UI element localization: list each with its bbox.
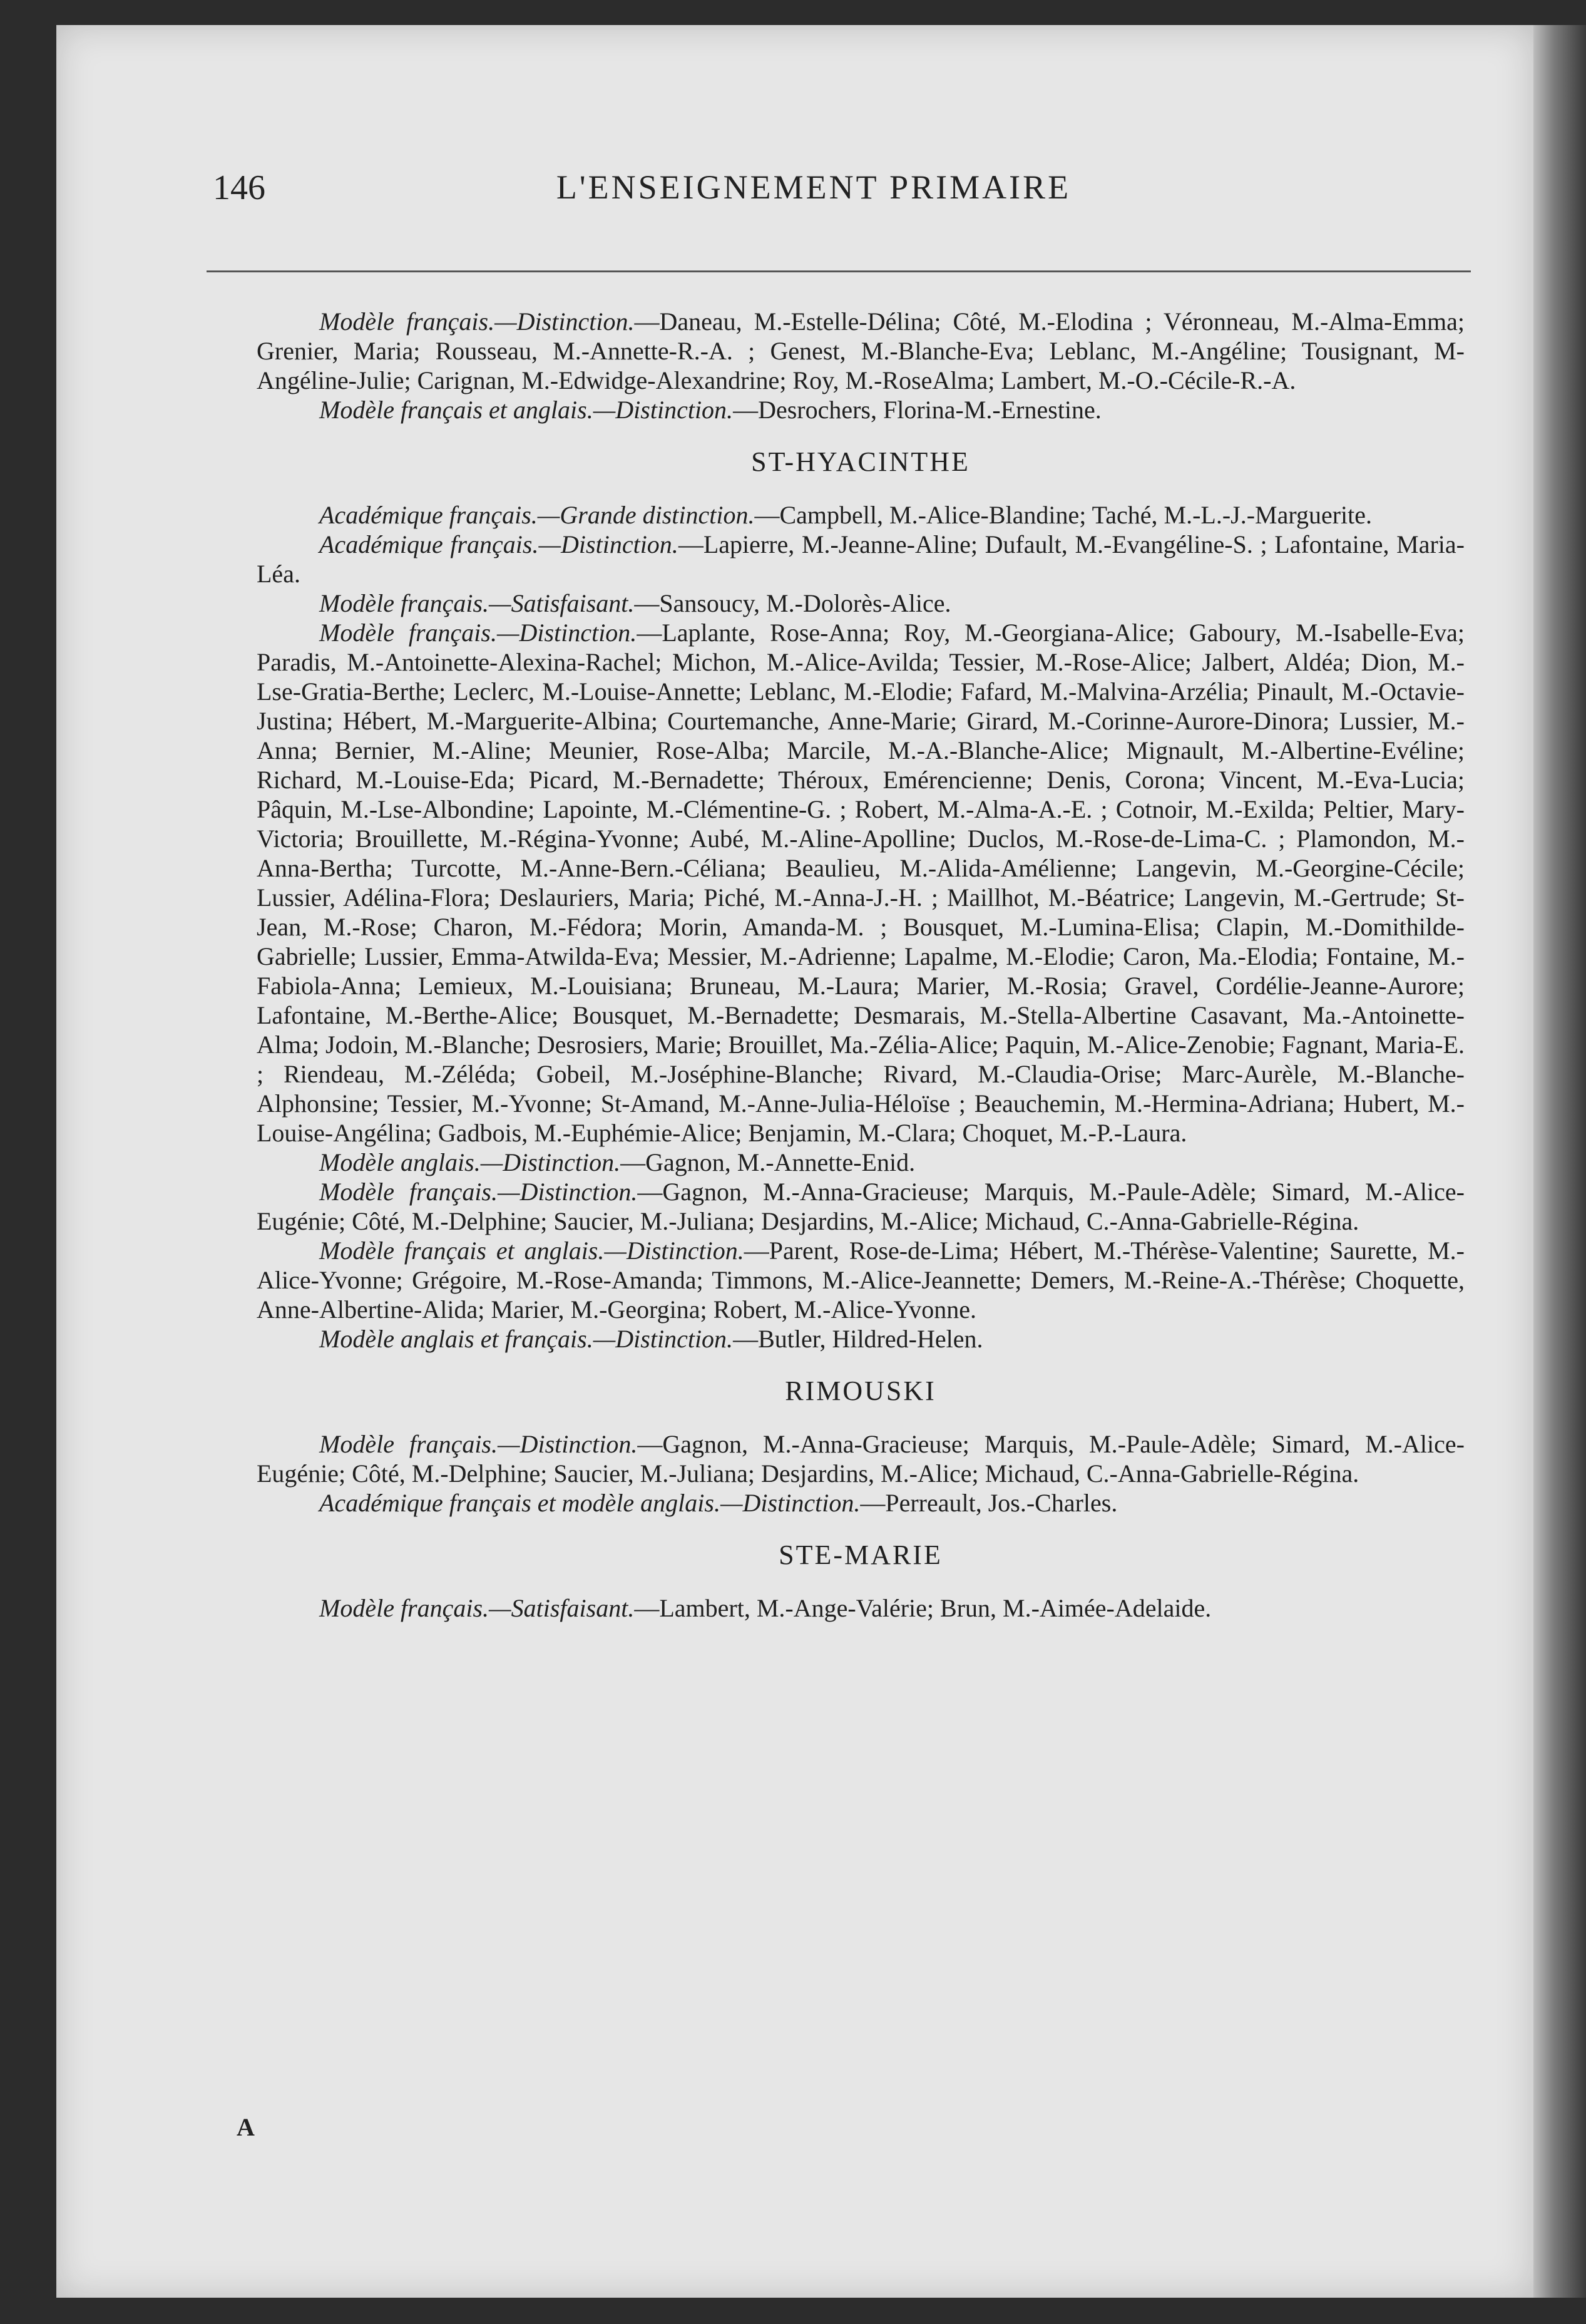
award-category: Académique français.—Grande distinction.	[319, 501, 755, 529]
award-paragraph	[257, 1429, 1465, 1488]
award-paragraph	[257, 395, 1465, 424]
award-names: —Laplante, Rose-Anna; Roy, M.-Georgiana-Alice; Gaboury, M.-Isabelle-Eva; Paradis, M.-Antoinette-Alexina-Rachel; Michon, M.-Alice-Avilda; Tessier, M.-Rose-Alice; Jalbert, Aldéa; Dion, M.-Lse-Gratia-Berthe; Leclerc, M.-Louise-Annette; Leblanc, M.-Elodie; Fafard, M.-Malvina-Arzélia; Pinault, M.-Octavie-Justina; Hébert, M.-Marguerite-Albina; Courtemanche, Anne-Marie; Girard, M.-Corinne-Aurore-Dinora; Lussier, M.-Anna; Bernier, M.-Aline; Meunier, Rose-Alba; Marcile, M.-A.-Blanche-Alice; Mignault, M.-Albertine-Evéline; Richard, M.-Louise-Eda; Picard, M.-Bernadette; Théroux, Emérencienne; Denis, Corona; Vincent, M.-Eva-Lucia; Pâquin, M.-Lse-Albondine; Lapointe, M.-Clémentine-G. ; Robert, M.-Alma-A.-E. ; Cotnoir, M.-Exilda; Peltier, Mary-Victoria; Brouillette, M.-Régina-Yvonne; Aubé, M.-Aline-Apolline; Duclos, M.-Rose-de-Lima-C. ; Plamondon, M.-Anna-Bertha; Turcotte, M.-Anne-Bern.-Céliana; Beaulieu, M.-Alida-Amélienne; Langevin, M.-Georgine-Cécile; Lussier, Adélina-Flora; Deslauriers, Maria; Piché, M.-Anna-J.-H. ; Maillhot, M.-Béatrice; Langevin, M.-Gertrude; St-Jean, M.-Rose; Charon, M.-Fédora; Morin, Amanda-M. ; Bousquet, M.-Lumina-Elisa; Clapin, M.-Domithilde-Gabrielle; Lussier, Emma-Atwilda-Eva; Messier, M.-Adrienne; Lapalme, M.-Elodie; Caron, Ma.-Elodia; Fontaine, M.-Fabiola-Anna; Lemieux, M.-Louisiana; Bruneau, M.-Laura; Marier, M.-Rosia; Gravel, Cordélie-Jeanne-Aurore; Lafontaine, M.-Berthe-Alice; Bousquet, M.-Bernadette; Desmarais, M.-Stella-Albertine Casavant, Ma.-Antoinette-Alma; Jodoin, M.-Blanche; Desrosiers, Marie; Brouillet, Ma.-Zélia-Alice; Paquin, M.-Alice-Zenobie; Fagnant, Maria-E. ; Riendeau, M.-Zéléda; Gobeil, M.-Joséphine-Blanche; Rivard, M.-Claudia-Orise; Marc-Aurèle, M.-Blanche-Alphonsine; Tessier, M.-Yvonne; St-Amand, M.-Anne-Julia-Héloïse ; Beauchemin, M.-Hermina-Adriana; Hubert, M.-Louise-Angélina; Gadbois, M.-Euphémie-Alice; Benjamin, M.-Clara; Choquet, M.-P.-Laura.	[257, 619, 1465, 1147]
award-category: Modèle français.—Distinction.	[319, 619, 637, 647]
award-names: —Lambert, M.-Ange-Valérie; Brun, M.-Aimée-Adelaide.	[634, 1594, 1212, 1622]
award-category: Modèle français.—Distinction.	[319, 1430, 638, 1458]
award-category: Modèle français.—Distinction.	[319, 307, 635, 336]
award-names: —Desrochers, Florina-M.-Ernestine.	[733, 396, 1102, 424]
award-names: —Gagnon, M.-Annette-Enid.	[620, 1148, 916, 1176]
header-rule	[207, 270, 1471, 272]
page-header	[156, 168, 1471, 224]
award-category: Modèle français et anglais.—Distinction.	[319, 396, 734, 424]
section-heading: RIMOUSKI	[785, 1375, 936, 1406]
award-names: —Gagnon, M.-Anna-Gracieuse; Marquis, M.-Paule-Adèle; Simard, M.-Alice-Eugénie; Côté, M.-Delphine; Saucier, M.-Juliana; Desjardins, M.-Alice; Michaud, C.-Anna-Gabrielle-Régina.	[257, 1430, 1465, 1488]
award-paragraph	[257, 530, 1465, 589]
page-body	[257, 307, 1465, 1623]
award-names: —Parent, Rose-de-Lima; Hébert, M.-Thérèse-Valentine; Saurette, M.-Alice-Yvonne; Grégoire, M.-Rose-Amanda; Timmons, M.-Alice-Jeannette; Demers, M.-Reine-A.-Thérèse; Choquette, Anne-Albertine-Alida; Marier, M.-Georgina; Robert, M.-Alice-Yvonne.	[257, 1237, 1465, 1324]
award-paragraph	[257, 1177, 1465, 1236]
award-category: Modèle français.—Satisfaisant.	[319, 589, 635, 617]
section-heading: ST-HYACINTHE	[751, 446, 970, 477]
award-paragraph	[257, 500, 1465, 530]
award-category: Modèle français.—Distinction.	[319, 1178, 638, 1206]
award-names: —Campbell, M.-Alice-Blandine; Taché, M.-L.-J.-Marguerite.	[754, 501, 1373, 529]
award-names: —Daneau, M.-Estelle-Délina; Côté, M.-Elodina ; Véronneau, M.-Alma-Emma; Grenier, Maria; Rousseau, M.-Annette-R.-A. ; Genest, M.-Blanche-Eva; Leblanc, M.-Angéline; Tousignant, M-Angéline-Julie; Carignan, M.-Edwidge-Alexandrine; Roy, M.-RoseAlma; Lambert, M.-O.-Cécile-R.-A.	[257, 307, 1465, 394]
page-number: 146	[213, 168, 265, 207]
award-category: Modèle anglais.—Distinction.	[319, 1148, 621, 1176]
award-category: Académique français et modèle anglais.—Distinction.	[319, 1489, 861, 1517]
award-category: Académique français.—Distinction.	[319, 530, 678, 558]
page-edge	[1533, 25, 1586, 2298]
corner-mark: A	[237, 2113, 255, 2141]
award-paragraph	[257, 1488, 1465, 1518]
award-names: —Lapierre, M.-Jeanne-Aline; Dufault, M.-Evangéline-S. ; Lafontaine, Maria-Léa.	[257, 530, 1465, 588]
award-paragraph	[257, 1593, 1465, 1623]
award-paragraph	[257, 1148, 1465, 1177]
award-paragraph	[257, 618, 1465, 1148]
award-names: —Butler, Hildred-Helen.	[733, 1325, 983, 1353]
section-heading: STE-MARIE	[779, 1540, 943, 1570]
award-paragraph	[257, 307, 1465, 395]
award-names: —Sansoucy, M.-Dolorès-Alice.	[634, 589, 951, 617]
running-title: L'ENSEIGNEMENT PRIMAIRE	[556, 168, 1072, 206]
award-names: —Perreault, Jos.-Charles.	[860, 1489, 1118, 1517]
award-paragraph	[257, 589, 1465, 618]
award-paragraph	[257, 1324, 1465, 1354]
award-paragraph	[257, 1236, 1465, 1324]
award-category: Modèle français et anglais.—Distinction.	[319, 1237, 744, 1265]
award-category: Modèle anglais et français.—Distinction.	[319, 1325, 734, 1353]
award-category: Modèle français.—Satisfaisant.	[319, 1594, 635, 1622]
award-names: —Gagnon, M.-Anna-Gracieuse; Marquis, M.-Paule-Adèle; Simard, M.-Alice-Eugénie; Côté, M.-Delphine; Saucier, M.-Juliana; Desjardins, M.-Alice; Michaud, C.-Anna-Gabrielle-Régina.	[257, 1178, 1465, 1235]
